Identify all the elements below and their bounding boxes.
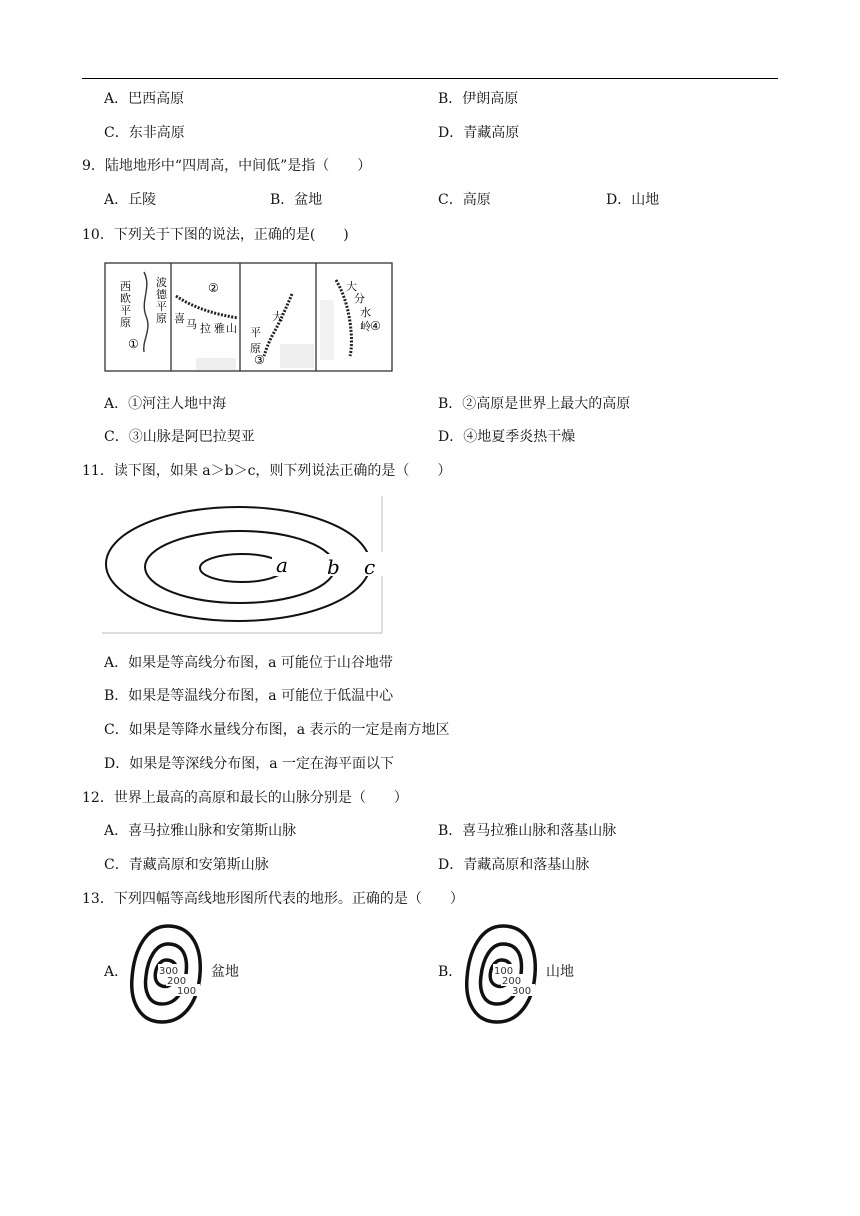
label-a: a — [276, 553, 288, 577]
label-b: b — [327, 555, 340, 579]
q9-option-a: A．丘陵 — [104, 192, 157, 208]
q12-option-d: D．青藏高原和落基山脉 — [438, 857, 590, 873]
q10-figure — [104, 260, 394, 374]
q13-option-a-contour-map — [126, 922, 206, 1026]
b-contour-inner-label: 100 — [494, 966, 514, 977]
q11-option-c: C．如果是等降水量线分布图，a 表示的一定是南方地区 — [104, 722, 450, 738]
q10-option-a: A．①河注人地中海 — [104, 396, 227, 412]
q11-option-b: B．如果是等温线分布图，a 可能位于低温中心 — [104, 688, 394, 704]
label-c: c — [364, 555, 376, 579]
header-rule — [82, 78, 778, 79]
q9-stem: 9．陆地地形中“四周高，中间低”是指（ ） — [82, 158, 372, 174]
q8-option-b: B．伊朗高原 — [438, 91, 519, 107]
q8-option-c: C．东非高原 — [104, 125, 185, 141]
q12-option-c: C．青藏高原和安第斯山脉 — [104, 857, 269, 873]
q12-option-b: B．喜马拉雅山脉和落基山脉 — [438, 823, 617, 839]
q11-option-a: A．如果是等高线分布图，a 可能位于山谷地带 — [104, 655, 393, 671]
q8-option-d: D．青藏高原 — [438, 125, 520, 141]
q13-stem: 13．下列四幅等高线地形图所代表的地形。正确的是（ ） — [82, 891, 464, 907]
q8-option-a: A．巴西高原 — [104, 91, 185, 107]
panel3-label: 大平原 — [250, 310, 283, 355]
q9-option-c: C．高原 — [438, 192, 491, 208]
q12-stem: 12．世界上最高的高原和最长的山脉分别是（ ） — [82, 790, 408, 806]
q11-isoline-figure — [100, 496, 384, 636]
panel1-poland-label: 波德平原 — [156, 276, 167, 325]
b-contour-mid-label: 200 — [502, 976, 522, 987]
panel3-number: ③ — [254, 353, 265, 367]
q11-stem: 11．读下图，如果 a＞b＞c，则下列说法正确的是（ ） — [82, 463, 452, 479]
q11-option-d: D．如果是等深线分布图，a 一定在海平面以下 — [104, 756, 395, 772]
a-contour-outer-label: 100 — [177, 986, 197, 997]
q10-option-d: D．④地夏季炎热干燥 — [438, 429, 576, 445]
a-contour-mid-label: 200 — [167, 976, 187, 987]
panel1-number: ① — [128, 337, 139, 351]
a-contour-inner-label: 300 — [159, 966, 179, 977]
b-contour-outer-label: 300 — [512, 986, 532, 997]
q13-option-b-contour-map — [461, 922, 541, 1026]
q13-option-b-letter: B． — [438, 964, 463, 980]
q10-option-b: B．②高原是世界上最大的高原 — [438, 396, 631, 412]
q10-option-c: C．③山脉是阿巴拉契亚 — [104, 429, 255, 445]
panel4-number: ④ — [370, 319, 381, 333]
q10-stem: 10．下列关于下图的说法，正确的是( ) — [82, 227, 349, 243]
panel2-mountain-label: 喜马 拉 雅山 — [174, 312, 237, 335]
q9-option-b: B．盆地 — [270, 192, 323, 208]
panel2-number: ② — [208, 281, 219, 295]
q12-option-a: A．喜马拉雅山脉和安第斯山脉 — [104, 823, 297, 839]
panel4-label: 大分水岭 — [346, 280, 371, 333]
panel1-west-europe-label: 西欧平原 — [120, 280, 131, 329]
q9-option-d: D．山地 — [606, 192, 660, 208]
q13-option-a-name: 盆地 — [211, 964, 239, 980]
q13-option-a-letter: A． — [104, 964, 129, 980]
q13-option-b-name: 山地 — [546, 964, 574, 980]
